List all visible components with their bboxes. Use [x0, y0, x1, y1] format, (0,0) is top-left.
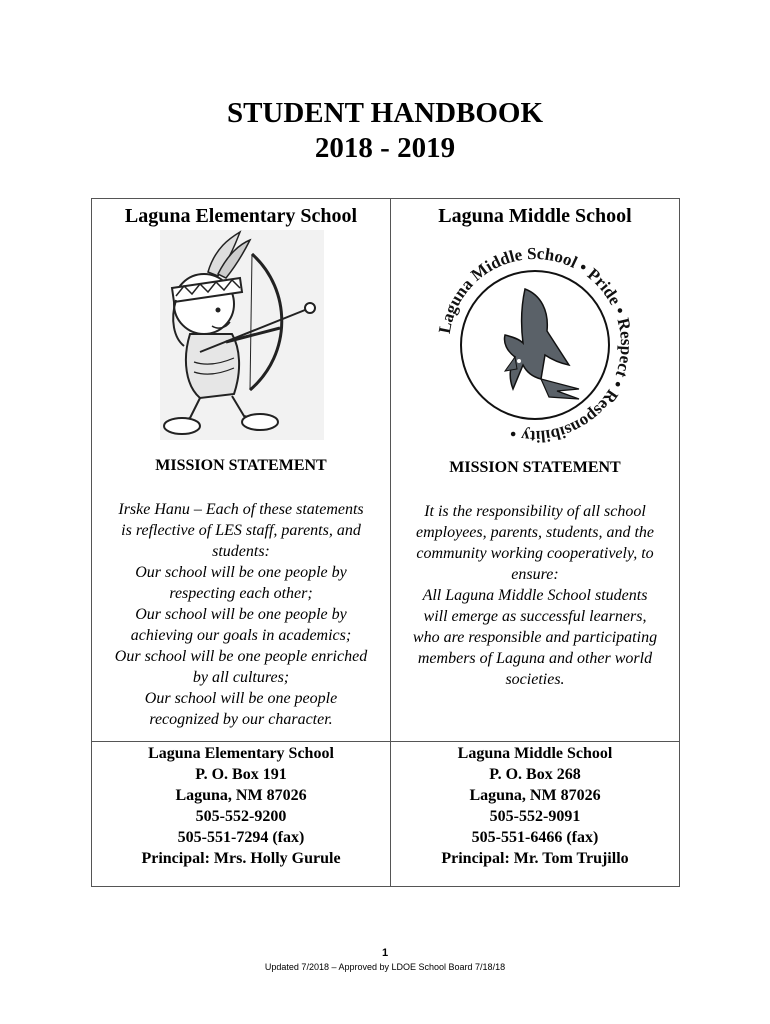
elementary-mission-statement	[96, 499, 386, 730]
contact-city: Laguna, NM 87026	[175, 787, 307, 804]
mission-line: students:	[212, 543, 270, 560]
title-line-2: 2018 - 2019	[314, 132, 456, 164]
mission-line: It is the responsibility of all school	[424, 503, 646, 520]
page-number: 1	[381, 947, 389, 959]
contact-principal: Principal: Mrs. Holly Gurule	[141, 850, 341, 867]
mission-line: ensure:	[511, 566, 559, 583]
mission-line: by all cultures;	[192, 669, 290, 686]
mission-line: societies.	[505, 671, 565, 688]
mission-line: respecting each other;	[169, 585, 313, 602]
row-divider	[92, 741, 679, 742]
contact-fax: 505-551-7294 (fax)	[177, 829, 305, 846]
elementary-contact-block	[92, 743, 390, 869]
eagle-seal-logo-icon	[429, 239, 641, 451]
mission-line: achieving our goals in academics;	[130, 627, 352, 644]
mission-line: All Laguna Middle School students	[422, 587, 648, 604]
middle-mission-heading: MISSION STATEMENT	[449, 459, 621, 476]
mission-line: community working cooperatively, to	[416, 545, 654, 562]
contact-phone: 505-552-9200	[195, 808, 287, 825]
middle-mission-statement	[395, 501, 675, 690]
mission-line: Our school will be one people by	[135, 606, 347, 623]
mission-line: members of Laguna and other world	[417, 650, 653, 667]
elementary-school-name: Laguna Elementary School	[124, 205, 358, 227]
elementary-mission-heading: MISSION STATEMENT	[155, 457, 327, 474]
school-info-table	[91, 198, 680, 887]
archer-boy-illustration-icon	[160, 230, 324, 440]
mission-line: Our school will be one people by	[135, 564, 347, 581]
mission-line: will emerge as successful learners,	[423, 608, 647, 625]
mission-line: employees, parents, students, and the	[415, 524, 655, 541]
contact-phone: 505-552-9091	[489, 808, 581, 825]
contact-fax: 505-551-6466 (fax)	[471, 829, 599, 846]
document-title	[0, 96, 770, 166]
mission-line: Our school will be one people enriched	[114, 648, 368, 665]
middle-school-name: Laguna Middle School	[438, 205, 632, 227]
middle-contact-block	[391, 743, 679, 869]
contact-po-box: P. O. Box 191	[195, 766, 287, 783]
mission-line: is reflective of LES staff, parents, and	[121, 522, 361, 539]
contact-school-name: Laguna Elementary School	[148, 745, 334, 762]
mission-line: recognized by our character.	[149, 711, 333, 728]
contact-principal: Principal: Mr. Tom Trujillo	[441, 850, 629, 867]
contact-school-name: Laguna Middle School	[457, 745, 613, 762]
title-line-1: STUDENT HANDBOOK	[226, 97, 544, 129]
mission-line: Our school will be one people	[144, 690, 338, 707]
seal-text: Laguna Middle School • Pride • Respect • Responsibility •	[434, 243, 637, 447]
contact-po-box: P. O. Box 268	[489, 766, 581, 783]
mission-line: who are responsible and participating	[412, 629, 658, 646]
contact-city: Laguna, NM 87026	[469, 787, 601, 804]
footer-note: Updated 7/2018 – Approved by LDOE School Board 7/18/18	[264, 962, 506, 972]
mission-line: Irske Hanu – Each of these statements	[118, 501, 364, 518]
